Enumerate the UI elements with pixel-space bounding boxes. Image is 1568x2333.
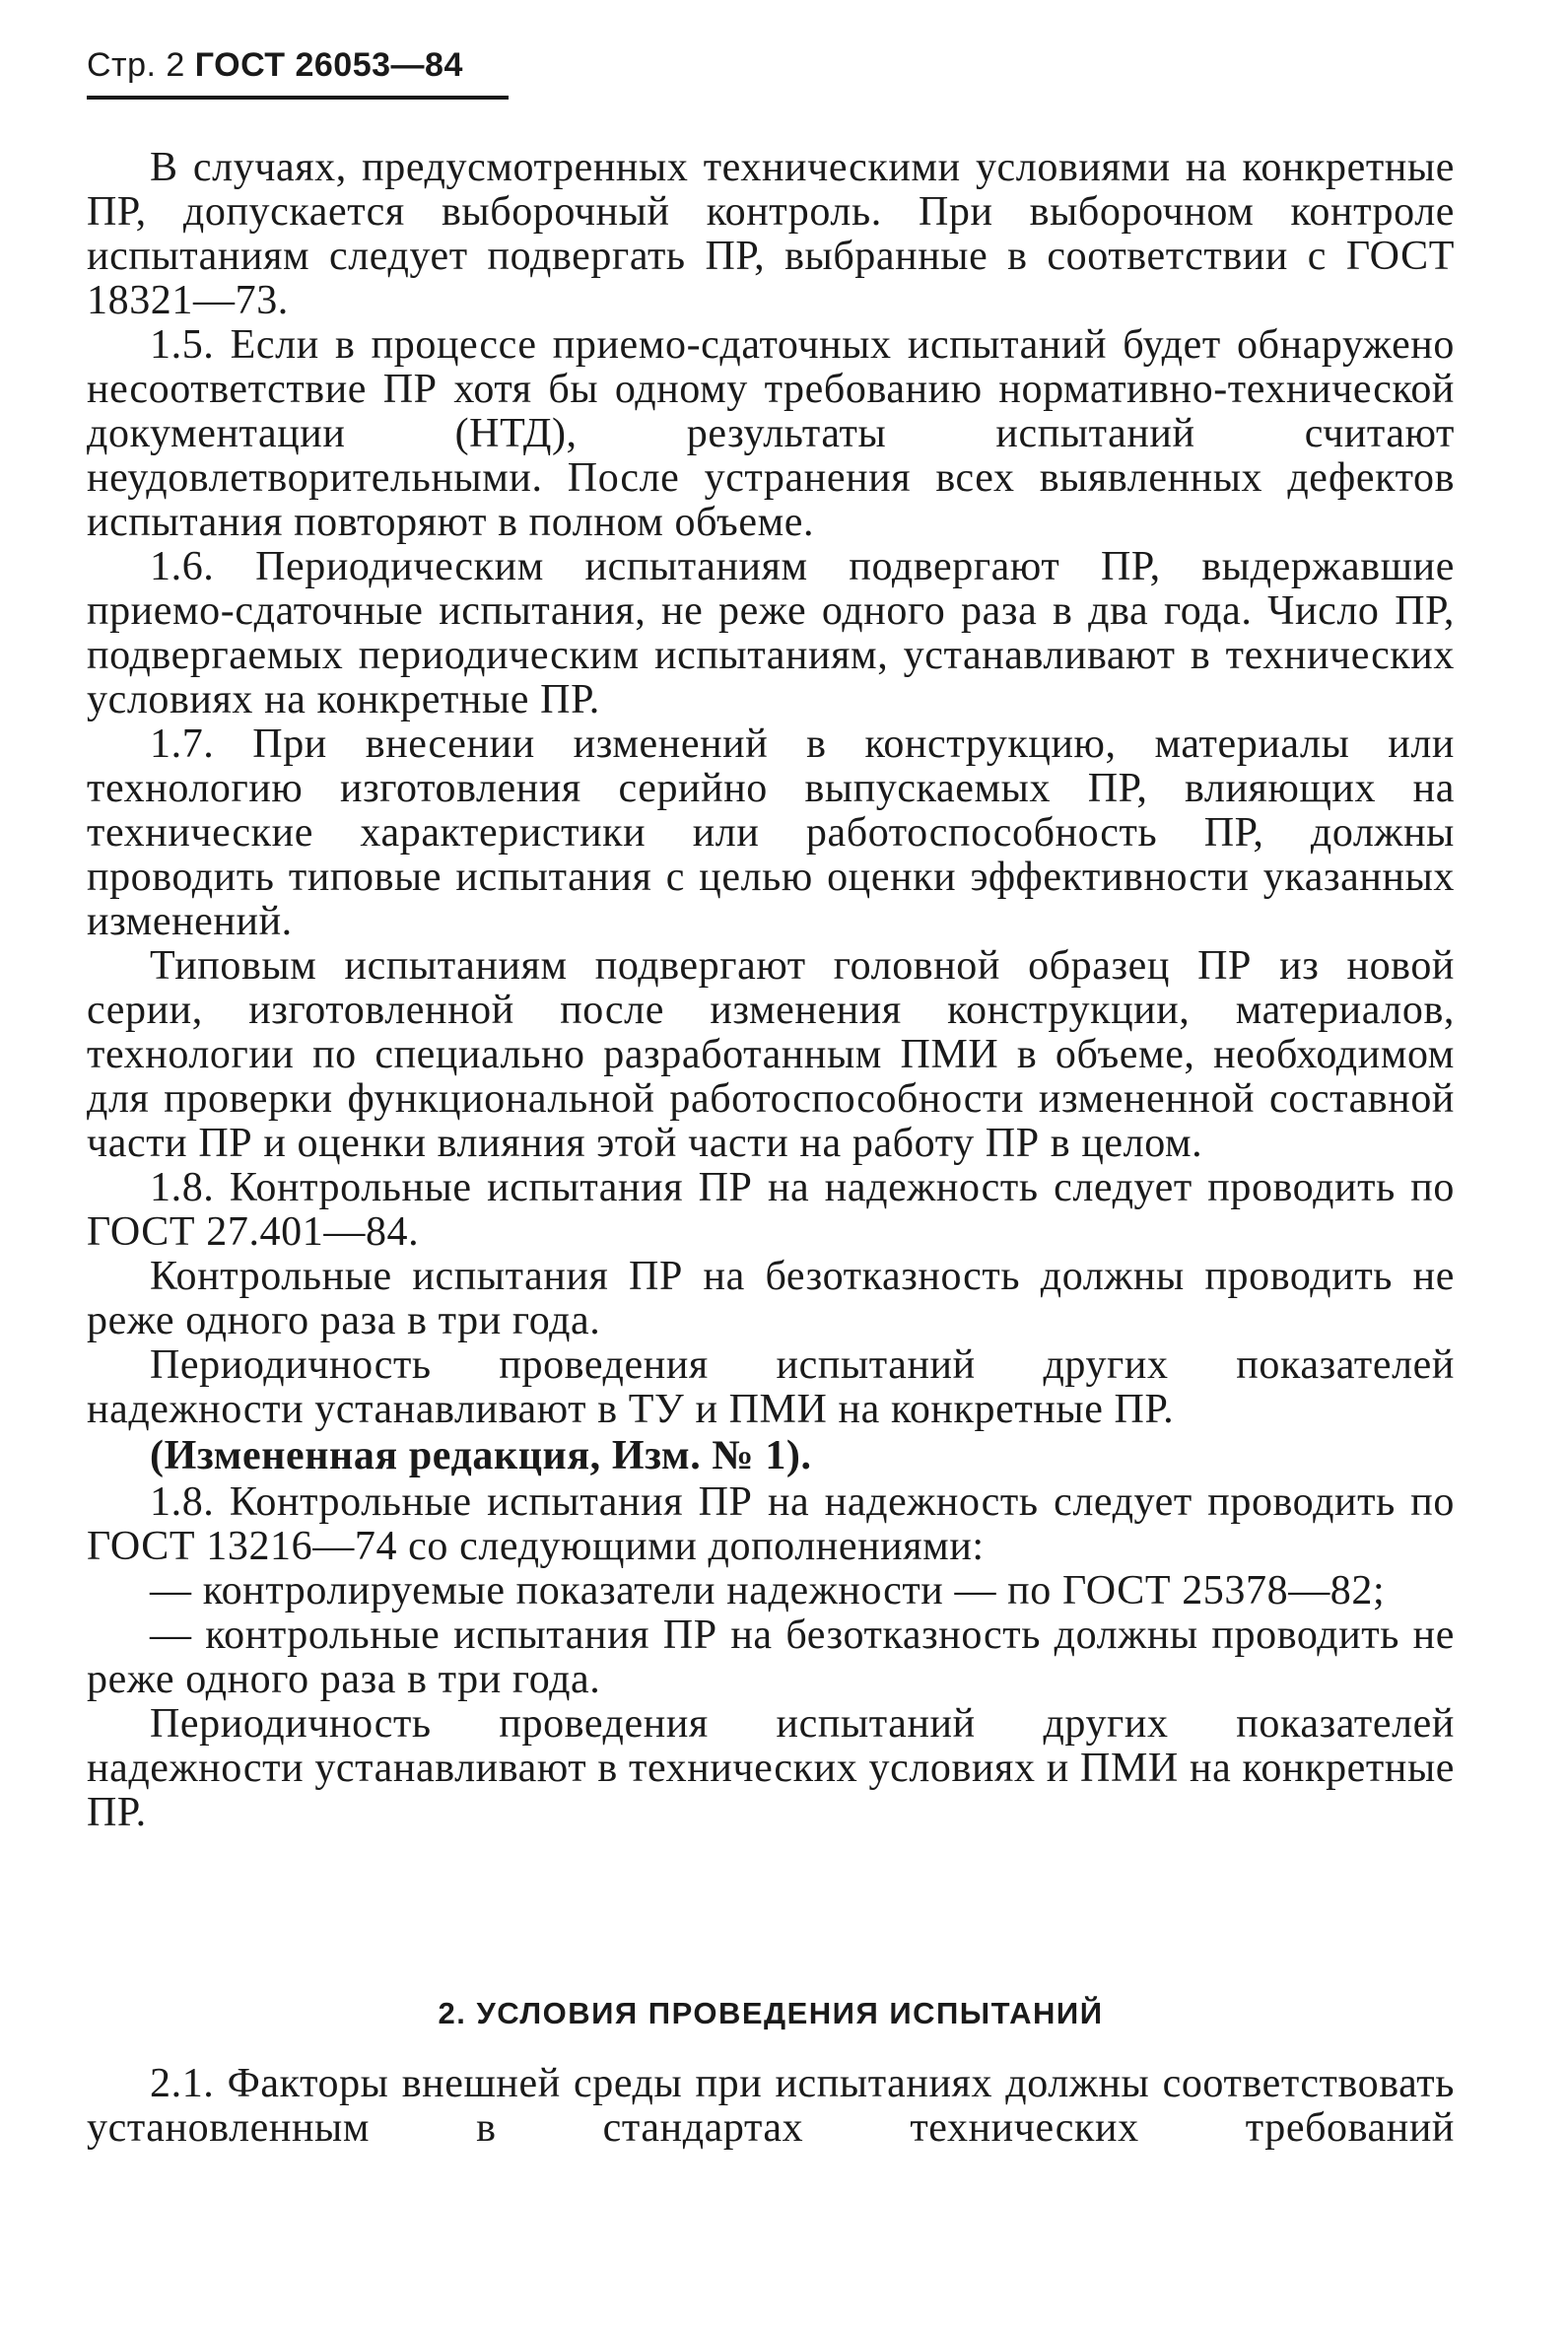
paragraph: Контрольные испытания ПР на безотказность должны проводить не реже одного раза в три года.	[87, 1254, 1455, 1343]
standard-designation: ГОСТ 26053—84	[194, 46, 463, 84]
paragraph: 1.8. Контрольные испытания ПР на надежность следует проводить по ГОСТ 13216—74 со следующими дополнениями:	[87, 1479, 1455, 1569]
paragraph: В случаях, предусмотренных техническими условиями на конкретные ПР, допускается выборочный контроль. При выборочном контроле испытаниям следует подвергать ПР, выбранные в соответствии с ГОСТ 18321—73.	[87, 145, 1455, 323]
paragraph: 1.7. При внесении изменений в конструкцию, материалы или технологию изготовления серийно выпускаемых ПР, влияющих на технические характеристики или работоспособность ПР, должны проводить типовые испытания с целью оценки эффективности указанных изменений.	[87, 721, 1455, 944]
section-heading: 2. УСЛОВИЯ ПРОВЕДЕНИЯ ИСПЫТАНИЙ	[438, 1996, 1104, 2030]
list-item: — контрольные испытания ПР на безотказность должны проводить не реже одного раза в три года.	[87, 1613, 1455, 1702]
document-body	[87, 146, 1455, 1835]
paragraph: 1.8. Контрольные испытания ПР на надежность следует проводить по ГОСТ 27.401—84.	[87, 1165, 1455, 1255]
page-header	[87, 43, 463, 87]
paragraph: Периодичность проведения испытаний других показателей надежности устанавливают в технических условиях и ПМИ на конкретные ПР.	[87, 1701, 1455, 1835]
paragraph: 1.5. Если в процессе приемо-сдаточных испытаний будет обнаружено несоответствие ПР хотя бы одному требованию нормативно-технической документации (НТД), результаты испытаний считают неудовлетворительными. После устранения всех выявленных дефектов испытания повторяют в полном объеме.	[87, 322, 1455, 545]
paragraph: 2.1. Факторы внешней среды при испытаниях должны соответствовать установленным в стандартах технических требований	[87, 2061, 1455, 2151]
list-item: — контролируемые показатели надежности — по ГОСТ 25378—82;	[150, 1568, 1386, 1613]
amendment-note: (Измененная редакция, Изм. № 1).	[150, 1433, 812, 1478]
header-rule	[87, 96, 509, 100]
paragraph: Типовым испытаниям подвергают головной образец ПР из новой серии, изготовленной после изменения конструкции, материалов, технологии по специально разработанным ПМИ в объеме, необходимом для проверки функциональной работоспособности измененной составной части ПР и оценки влияния этой части на работу ПР в целом.	[87, 943, 1455, 1166]
paragraph: 1.6. Периодическим испытаниям подвергают ПР, выдержавшие приемо-сдаточные испытания, не реже одного раза в два года. Число ПР, подвергаемых периодическим испытаниям, устанавливают в технических условиях на конкретные ПР.	[87, 544, 1455, 722]
paragraph: Периодичность проведения испытаний других показателей надежности устанавливают в ТУ и ПМИ на конкретные ПР.	[87, 1342, 1455, 1432]
page-number: Стр. 2	[87, 46, 185, 84]
section-body	[87, 2062, 1455, 2151]
